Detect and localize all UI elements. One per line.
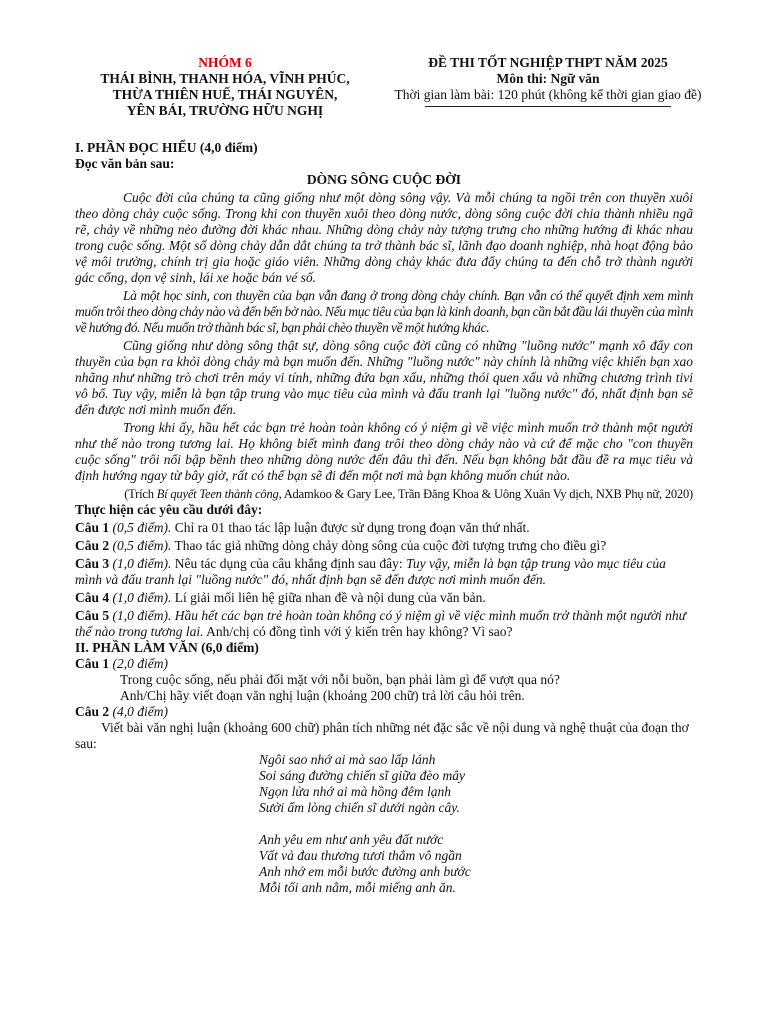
question-4 bbox=[75, 590, 693, 606]
poem-line: Vất vả đau thương tươi thắm vô ngần bbox=[259, 848, 462, 863]
poem-line: Ngôi sao nhớ ai mà sao lấp lánh bbox=[259, 752, 436, 767]
question-quote: Tuy vậy, miễn là bạn tập trung vào mục tiêu của mình và đấu tranh lại "luồng nước" đó, nhất định bạn sẽ đến được nơi mình muốn đến. bbox=[75, 556, 666, 587]
question-points: (4,0 điểm) bbox=[112, 704, 168, 719]
question-label: Câu 5 bbox=[75, 608, 110, 623]
exam-title: ĐỀ THI TỐT NGHIỆP THPT NĂM 2025 bbox=[428, 55, 668, 70]
passage-paragraph-2: Là một học sinh, con thuyền của bạn vẫn đang ở trong dòng chảy chính. Bạn vẫn có thể quyết định xem mình muốn trôi theo dòng chảy nào và đến bến bờ nào. Nếu mục tiêu của bạn là kinh doanh, bạn cần bắt đầu lái thuyền của mình về hướng đó. Nếu muốn trở thành bác sĩ, bạn phải chèo thuyền về một hướng khác. bbox=[75, 288, 693, 335]
question-points: (0,5 điểm). bbox=[112, 520, 172, 535]
question-text: Anh/chị có đồng tình với ý kiến trên hay không? Vì sao? bbox=[203, 624, 513, 639]
poem-line: Mỗi tối anh nằm, mỗi miếng anh ăn. bbox=[259, 880, 456, 895]
school-line-2: THỪA THIÊN HUẾ, THÁI NGUYÊN, bbox=[112, 87, 338, 102]
question-points: (2,0 điểm) bbox=[112, 656, 168, 671]
part1-heading: I. PHẦN ĐỌC HIỂU (4,0 điểm) bbox=[75, 140, 258, 155]
poem-line: Ngọn lửa nhớ ai mà hồng đêm lạnh bbox=[259, 784, 451, 799]
question-text: Lí giải mối liên hệ giữa nhan đề và nội dung của văn bản. bbox=[171, 590, 486, 605]
exam-body bbox=[75, 140, 693, 896]
part2-heading: II. PHẦN LÀM VĂN (6,0 điểm) bbox=[75, 640, 259, 655]
essay-question-1-header bbox=[75, 656, 693, 672]
passage-paragraph-3: Cũng giống như dòng sông thật sự, dòng sông cuộc đời cũng có những "luồng nước" mạnh xô đẩy con thuyền của bạn ra khỏi dòng chảy mà bạn muốn đến. Những "luồng nước" này chính là những việc khiến bạn xao nhãng như những trò chơi trên máy vi tính, những đứa bạn xấu, những thói quen xấu và những chương trình tivi vô bổ. Tuy vậy, miễn là bạn tập trung vào mục tiêu của mình và đấu tranh lại "luồng nước" đó, nhất định bạn sẽ đến được nơi mình muốn đến. bbox=[75, 338, 693, 417]
question-text: Chỉ ra 01 thao tác lập luận được sử dụng trong đoạn văn thứ nhất. bbox=[171, 520, 530, 535]
question-label: Câu 2 bbox=[75, 704, 110, 719]
essay-question-1-line-2: Anh/Chị hãy viết đoạn văn nghị luận (khoảng 200 chữ) trả lời câu hỏi trên. bbox=[120, 688, 525, 703]
question-label: Câu 4 bbox=[75, 590, 110, 605]
poem-line: Anh nhớ em mỗi bước đường anh bước bbox=[259, 864, 471, 879]
poem-line: Anh yêu em như anh yêu đất nước bbox=[259, 832, 444, 847]
passage-paragraph-1: Cuộc đời của chúng ta cũng giống như một dòng sông vậy. Và mỗi chúng ta ngồi trên con thuyền xuôi theo dòng chảy cuộc sống. Trong khi con thuyền xuôi theo dòng nước, dòng sông cuộc đời chia thành nhiều ngã rẽ, chảy về những nẻo đường đời khác nhau. Những dòng chảy này tượng trưng cho những hướng đi khác nhau trong cuộc sống. Một số dòng chảy dẫn dắt chúng ta trở thành bác sĩ, lãnh đạo doanh nghiệp, nhà hoạt động bảo vệ môi trường, chính trị gia hoặc giáo viên. Những dòng chảy khác đưa đẩy chúng ta đến chỗ trở thành người gác cổng, dọn vệ sinh, lái xe hoặc bán vé số. bbox=[75, 190, 693, 285]
source-suffix: , Adamkoo & Gary Lee, Trần Đăng Khoa & Uông Xuân Vy dịch, NXB Phụ nữ, 2020) bbox=[278, 487, 693, 501]
question-points: (1,0 điểm). bbox=[112, 556, 172, 571]
question-quote: Hầu hết các bạn trẻ hoàn toàn không có ý niệm gì về việc mình muốn trở thành một người như thế nào trong tương lai. bbox=[75, 608, 687, 639]
reading-instruction: Đọc văn bản sau: bbox=[75, 156, 175, 171]
exam-subject: Môn thi: Ngữ văn bbox=[496, 71, 600, 86]
question-text: Nêu tác dụng của câu khẳng định sau đây: bbox=[171, 556, 407, 571]
essay-question-1-line-1: Trong cuộc sống, nếu phải đối mặt với nỗi buồn, bạn phải làm gì để vượt qua nó? bbox=[120, 672, 560, 687]
question-label: Câu 1 bbox=[75, 656, 110, 671]
question-2 bbox=[75, 538, 693, 554]
question-points: (0,5 điểm). bbox=[112, 538, 172, 553]
question-points: (1,0 điểm). bbox=[112, 608, 172, 623]
poem-stanza-2 bbox=[259, 832, 693, 896]
question-5 bbox=[75, 608, 693, 640]
school-line-1: THÁI BÌNH, THANH HÓA, VĨNH PHÚC, bbox=[100, 71, 350, 86]
question-1 bbox=[75, 520, 693, 536]
question-3 bbox=[75, 556, 693, 588]
header-left bbox=[60, 55, 390, 119]
source-prefix: (Trích bbox=[124, 487, 157, 501]
passage-paragraph-4: Trong khi ấy, hầu hết các bạn trẻ hoàn toàn không có ý niệm gì về việc mình muốn trở thành một người như thế nào trong tương lai. Họ không biết mình đang trôi theo dòng chảy nào và cứ để mặc cho "con thuyền cuộc sống" trôi nổi bập bềnh theo những dòng nước đến đâu thì đến. Nếu bạn không bắt đầu đề ra mục tiêu và định hướng ngay từ bây giờ, rất có thể bạn sẽ đi đến một nơi mà bạn không muốn chút nào. bbox=[75, 420, 693, 483]
passage-source bbox=[75, 486, 693, 502]
header-divider bbox=[425, 106, 671, 107]
exam-time: Thời gian làm bài: 120 phút (không kể thời gian giao đề) bbox=[394, 87, 702, 102]
essay-question-2-text: Viết bài văn nghị luận (khoảng 600 chữ) phân tích những nét đặc sắc về nội dung và nghệ thuật của đoạn thơ sau: bbox=[75, 720, 689, 751]
poem-line: Soi sáng đường chiến sĩ giữa đèo mây bbox=[259, 768, 466, 783]
question-points: (1,0 điểm). bbox=[112, 590, 172, 605]
question-label: Câu 2 bbox=[75, 538, 110, 553]
header-right bbox=[378, 55, 718, 107]
poem-stanza-1 bbox=[259, 752, 693, 816]
group-name: NHÓM 6 bbox=[198, 55, 252, 70]
school-line-3: YÊN BÁI, TRƯỜNG HỮU NGHỊ bbox=[126, 103, 324, 118]
poem bbox=[75, 752, 693, 896]
poem-line: Sưởi ấm lòng chiến sĩ dưới ngàn cây. bbox=[259, 800, 460, 815]
passage-title: DÒNG SÔNG CUỘC ĐỜI bbox=[306, 172, 462, 187]
question-label: Câu 3 bbox=[75, 556, 110, 571]
source-book-title: Bí quyết Teen thành công bbox=[156, 487, 279, 501]
essay-question-2-header bbox=[75, 704, 693, 720]
question-label: Câu 1 bbox=[75, 520, 110, 535]
task-heading: Thực hiện các yêu cầu dưới đây: bbox=[75, 502, 263, 517]
question-text: Thao tác giả những dòng chảy dòng sông của cuộc đời tượng trưng cho điều gì? bbox=[171, 538, 607, 553]
